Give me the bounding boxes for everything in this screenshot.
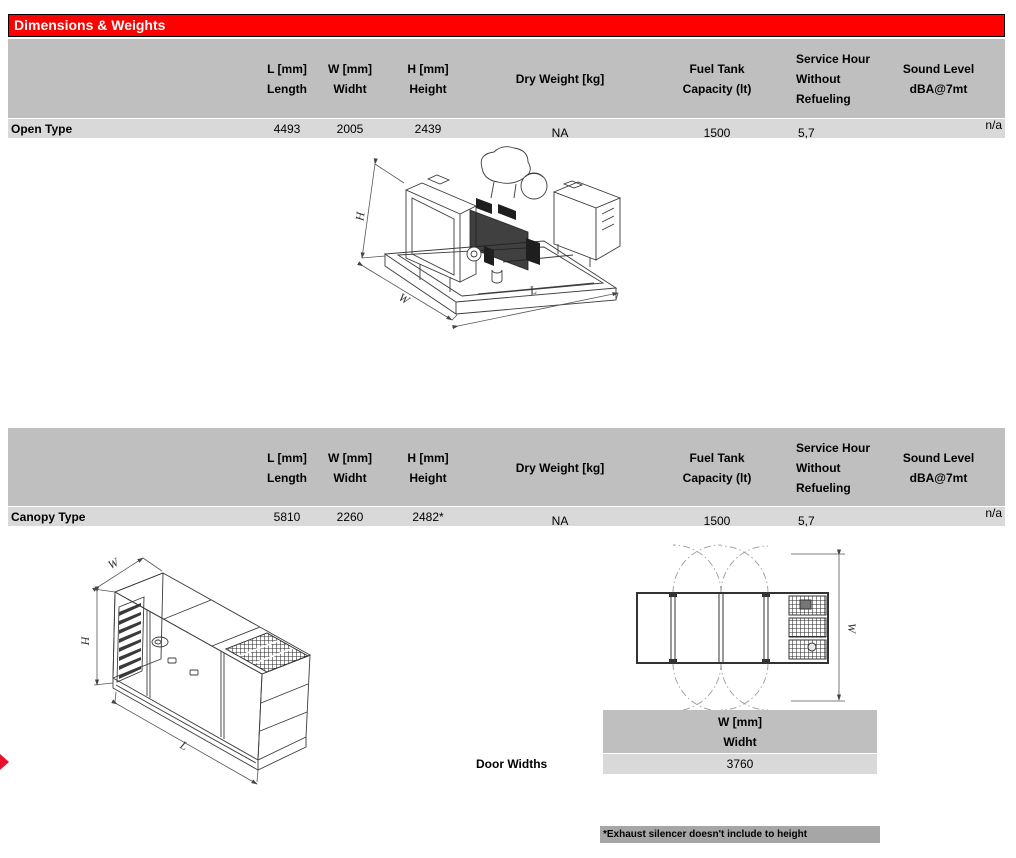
col-header-length-line2: Length — [267, 81, 307, 96]
door-widths-header — [603, 710, 877, 753]
open-dim-w-label: W — [396, 289, 412, 308]
open-type-width: 2005 — [336, 121, 364, 136]
open-type-drawing — [352, 142, 650, 338]
canopy-type-fuel-tank: 1500 — [703, 513, 731, 528]
col-header-sound-level-line1: Sound Level — [902, 61, 975, 76]
col-header-height-line1: H [mm] — [407, 61, 449, 76]
col-header-height-line2: Height — [409, 470, 447, 485]
open-table-header — [8, 39, 1005, 118]
canopy-type-drawing — [80, 552, 345, 787]
col-header-height — [378, 448, 478, 488]
col-header-length-line1: L [mm] — [267, 450, 307, 465]
canopy-sketch — [113, 573, 310, 770]
col-header-length-line2: Length — [267, 470, 307, 485]
col-header-service-hour-line1: Service Hour — [796, 51, 871, 66]
open-type-service-hour: 5,7 — [798, 125, 815, 140]
col-header-service-hour-line3: Refueling — [796, 91, 851, 106]
canopy-type-row — [8, 506, 1005, 526]
open-type-row-label: Open Type — [11, 121, 73, 136]
open-type-length: 4493 — [273, 121, 301, 136]
col-header-service-hour — [792, 438, 872, 498]
canopy-dim-l-label: L — [177, 737, 191, 754]
col-header-length-line1: L [mm] — [267, 61, 307, 76]
col-header-width-line2: Widht — [333, 81, 367, 96]
col-header-fuel-tank-line1: Fuel Tank — [689, 61, 745, 76]
col-header-sound-level-line2: dBA@7mt — [909, 470, 968, 485]
open-type-height: 2439 — [414, 121, 442, 136]
canopy-dim-h-label: H — [78, 636, 92, 646]
col-header-sound-level-line1: Sound Level — [902, 450, 975, 465]
col-header-dry-weight — [478, 69, 642, 89]
canopy-type-sound-level: n/a — [985, 505, 1002, 520]
exhaust-footnote: *Exhaust silencer doesn't include to height — [600, 826, 880, 843]
canopy-table-header — [8, 428, 1005, 507]
col-header-fuel-tank — [642, 59, 792, 99]
top-view-body — [637, 593, 828, 663]
section-title: Dimensions & Weights — [14, 17, 166, 33]
door-widths-value: 3760 — [603, 753, 877, 774]
canopy-type-service-hour: 5,7 — [798, 513, 815, 528]
col-header-service-hour — [792, 49, 872, 109]
open-genset-sketch — [385, 147, 620, 314]
canopy-top-view-drawing — [628, 540, 883, 712]
col-header-fuel-tank-line2: Capacity (lt) — [682, 81, 752, 96]
col-header-width — [322, 448, 378, 488]
door-widths-header-line2: Widht — [723, 734, 757, 749]
open-dim-l-label: L — [528, 282, 538, 298]
col-header-width-line2: Widht — [333, 470, 367, 485]
open-type-fuel-tank: 1500 — [703, 125, 731, 140]
col-header-height-line2: Height — [409, 81, 447, 96]
col-header-width — [322, 59, 378, 99]
top-view-dim-w-label: W — [845, 623, 859, 633]
canopy-type-width: 2260 — [336, 509, 364, 524]
col-header-service-hour-line1: Service Hour — [796, 440, 871, 455]
col-header-height-line1: H [mm] — [407, 450, 449, 465]
col-header-service-hour-line2: Without — [796, 460, 841, 475]
col-header-fuel-tank-line1: Fuel Tank — [689, 450, 745, 465]
col-header-sound-level-line2: dBA@7mt — [909, 81, 968, 96]
col-header-fuel-tank — [642, 448, 792, 488]
col-header-sound-level — [872, 448, 1005, 488]
red-edge-arrow-icon — [0, 750, 12, 774]
door-swing-arcs — [673, 545, 768, 711]
open-type-dry-weight: NA — [551, 125, 569, 140]
canopy-dim-w-label: W — [105, 554, 121, 572]
col-header-length — [252, 448, 322, 488]
open-type-sound-level: n/a — [985, 117, 1002, 132]
col-header-dry-weight-line1: Dry Weight [kg] — [515, 460, 605, 475]
door-widths-label: Door Widths — [476, 757, 548, 771]
col-header-fuel-tank-line2: Capacity (lt) — [682, 470, 752, 485]
open-type-row — [8, 118, 1005, 138]
section-title-bar — [8, 14, 1005, 37]
col-header-sound-level — [872, 59, 1005, 99]
col-header-service-hour-line3: Refueling — [796, 480, 851, 495]
col-header-service-hour-line2: Without — [796, 71, 841, 86]
col-header-height — [378, 59, 478, 99]
col-header-width-line1: W [mm] — [328, 450, 372, 465]
col-header-dry-weight-line1: Dry Weight [kg] — [515, 71, 605, 86]
open-dim-h-label: H — [352, 211, 368, 222]
col-header-length — [252, 59, 322, 99]
door-widths-header-line1: W [mm] — [718, 714, 762, 729]
canopy-type-row-label: Canopy Type — [11, 509, 86, 524]
canopy-type-height: 2482* — [412, 509, 444, 524]
col-header-width-line1: W [mm] — [328, 61, 372, 76]
canopy-type-length: 5810 — [273, 509, 301, 524]
canopy-type-dry-weight: NA — [551, 513, 569, 528]
col-header-dry-weight — [478, 458, 642, 478]
